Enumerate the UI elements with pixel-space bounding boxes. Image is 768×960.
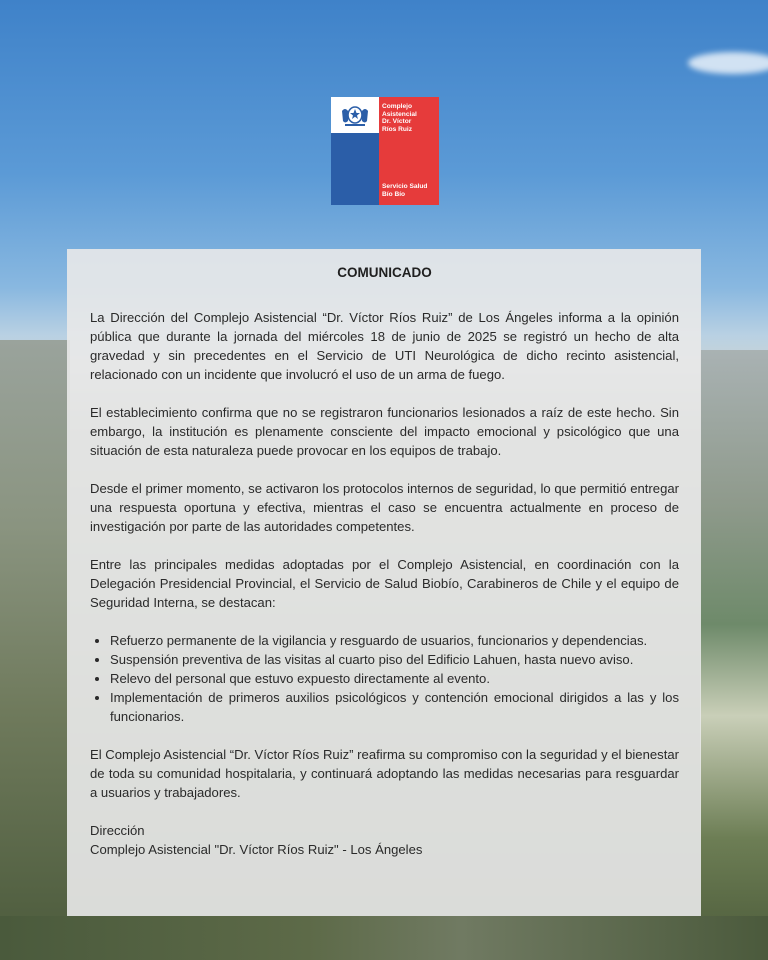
coat-of-arms-icon xyxy=(339,103,371,127)
logo-blue-block xyxy=(331,133,379,205)
logo-red-panel xyxy=(379,97,439,205)
list-item: • Refuerzo permanente de la vigilancia y resguardo de usuarios, funcionarios y dependencias. xyxy=(110,631,679,650)
paragraph-4: Entre las principales medidas adoptadas por el Complejo Asistencial, en coordinación con la Delegación Presidencial Provincial, el Servicio de Salud Biobío, Carabineros de Chile y el equipo de Seguridad Interna, se destacan: xyxy=(90,557,679,610)
measures-list xyxy=(90,631,679,726)
cloud xyxy=(688,52,768,74)
signature-line-2: Complejo Asistencial "Dr. Víctor Ríos Ruiz" - Los Ángeles xyxy=(90,842,423,857)
list-item: • Suspensión preventiva de las visitas al cuarto piso del Edificio Lahuen, hasta nuevo aviso. xyxy=(110,650,679,669)
city-left xyxy=(0,340,70,960)
list-item: • Implementación de primeros auxilios psicológicos y contención emocional dirigidos a las y los funcionarios. xyxy=(110,688,679,726)
city-right xyxy=(700,350,768,960)
closing-paragraph: El Complejo Asistencial “Dr. Víctor Ríos Ruiz” reafirma su compromiso con la seguridad y el bienestar de toda su comunidad hospitalaria, y continuará adoptando las medidas necesarias para resguardar a usuarios y trabajadores. xyxy=(90,747,679,800)
logo-flag-panel xyxy=(331,97,379,205)
institution-logo xyxy=(331,97,439,205)
paragraph-1: La Dirección del Complejo Asistencial “Dr. Víctor Ríos Ruiz” de Los Ángeles informa a la opinión pública que durante la jornada del miércoles 18 de junio de 2025 se registró un hecho de alta gravedad y sin precedentes en el Servicio de UTI Neurológica de dicho recinto asistencial, relacionado con un incidente que involucró el uso de un arma de fuego. xyxy=(90,310,679,382)
logo-white-block xyxy=(331,97,379,133)
signature-line-1: Dirección xyxy=(90,823,145,838)
communique-panel xyxy=(67,249,701,916)
list-item: • Relevo del personal que estuvo expuesto directamente al evento. xyxy=(110,669,679,688)
communique-title: COMUNICADO xyxy=(337,265,432,280)
logo-health-service: Servicio Salud Bío Bío xyxy=(382,183,428,198)
paragraph-2: El establecimiento confirma que no se registraron funcionarios lesionados a raíz de este hecho. Sin embargo, la institución es plenamente consciente del impacto emocional y psicológico que una situación de esta naturaleza puede provocar en los equipos de trabajo. xyxy=(90,405,679,458)
city-bottom xyxy=(0,916,768,960)
paragraph-3: Desde el primer momento, se activaron los protocolos internos de seguridad, lo que permitió entregar una respuesta oportuna y efectiva, mientras el caso se encuentra actualmente en proceso de investigación por parte de las autoridades competentes. xyxy=(90,481,679,534)
logo-institution-name: Complejo Asistencial Dr. Víctor Ríos Ruiz xyxy=(382,103,417,133)
